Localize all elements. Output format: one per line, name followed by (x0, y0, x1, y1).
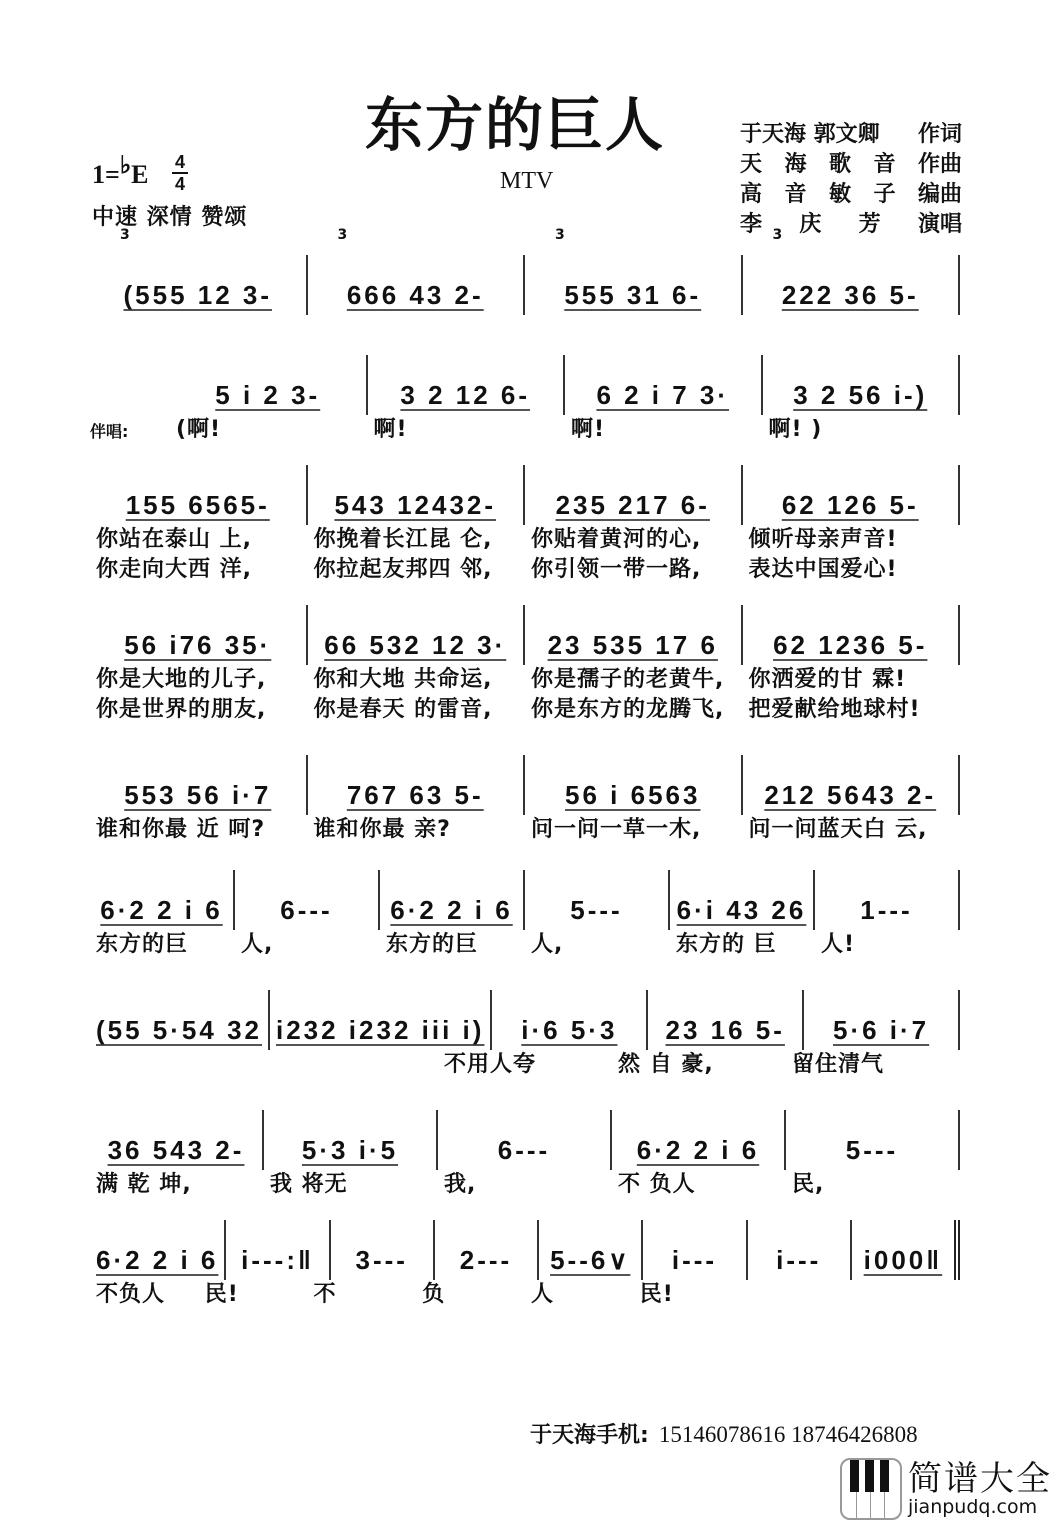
measure (852, 1220, 960, 1280)
credit-name: 歌 (828, 152, 851, 177)
measure-notes: 6·i 43 26 (676, 895, 807, 925)
credits (740, 120, 962, 240)
measure (264, 1110, 438, 1170)
credit-row (740, 180, 962, 210)
triplet-mark: 3 (772, 227, 783, 243)
measure (331, 1220, 435, 1280)
credit-name: 庆 (799, 212, 822, 237)
staff-line (90, 227, 960, 315)
lyric-segment: 负 (422, 1282, 446, 1307)
measure (90, 755, 308, 815)
staff-line (90, 1220, 960, 1310)
measure (438, 1110, 612, 1170)
lyric-segment: (啊! (176, 417, 222, 442)
credit-name: 敏 (828, 182, 851, 207)
measure (380, 870, 525, 930)
key-one: 1= (92, 160, 120, 189)
key-note: E (131, 160, 149, 189)
credit-name: 子 (873, 182, 896, 207)
lyric-segment: 民, (792, 1172, 825, 1197)
lyric-segment: 民! (204, 1282, 239, 1307)
measure-notes: (555 12 3- (123, 280, 273, 310)
lyric-row (90, 930, 960, 960)
lyric-segment: 啊! ) (768, 417, 823, 442)
measure-notes: 6·2 2 i 6 (96, 1245, 219, 1275)
lyric-segment: 东方的巨 (96, 932, 189, 957)
lyric-segment: 啊! (373, 417, 408, 442)
measure (743, 755, 961, 815)
lyric-segment: 问一问蓝天白 云, (748, 817, 928, 842)
time-signature (172, 152, 188, 194)
lyric-segment: 满 乾 坤, (96, 1172, 192, 1197)
measure (368, 355, 566, 415)
measure-notes: 5 i 2 3- (215, 380, 321, 410)
lyric-segment: 把爱献给地球村! (748, 697, 921, 722)
measure (525, 465, 743, 525)
measure-notes: 5--- (570, 895, 623, 925)
measure (235, 870, 380, 930)
credit-role: 演唱 (917, 212, 962, 237)
measure (90, 605, 308, 665)
measure-notes: 6·2 2 i 6 (390, 895, 513, 925)
lyric-segment: 啊! (571, 417, 606, 442)
lyric-segment: 不负人 (96, 1282, 166, 1307)
credit-name: 音 (873, 152, 896, 177)
measure (90, 1220, 226, 1280)
lyric-segment: 你拉起友邦四 邻, (313, 557, 493, 582)
lyric-row (90, 1170, 960, 1200)
lyric-segment: 你站在泰山 上, (96, 527, 253, 552)
lyric-segment: 人, (241, 932, 274, 957)
measure (612, 1110, 786, 1170)
lyric-segment (264, 1050, 438, 1080)
lyric-row (90, 555, 960, 585)
lyric-segment: 你挽着长江昆 仑, (313, 527, 493, 552)
flat-icon: ♭ (119, 153, 132, 179)
measure (525, 227, 743, 315)
measure-notes: 5·6 i·7 (832, 1015, 930, 1045)
staff-line (90, 870, 960, 960)
credit-name: 于天海 郭文卿 (740, 122, 880, 147)
measure (815, 870, 960, 930)
triplet-mark: 3 (120, 227, 130, 243)
measure-notes: (55 5·54 32 (96, 1015, 262, 1045)
measure-notes: 5·3 i·5 (301, 1135, 399, 1165)
measure (743, 227, 961, 315)
measure (804, 990, 960, 1050)
measure (90, 990, 270, 1050)
lyric-segment: 倾听母亲声音! (748, 527, 898, 552)
lyric-segment: 人 (531, 1282, 555, 1307)
measure-notes: 222 36 5- (781, 280, 919, 310)
credit-name: 高 (740, 182, 763, 207)
measure-notes: 66 532 12 3· (324, 630, 507, 660)
measure-notes: 553 56 i·7 (124, 780, 272, 810)
lyric-row (90, 525, 960, 555)
lyric-segment (90, 1050, 264, 1080)
watermark-name: 简谱大全 (908, 1459, 1052, 1499)
measure-notes: 6--- (280, 895, 333, 925)
lyric-row (90, 815, 960, 845)
staff-line (90, 605, 960, 725)
lyric-segment: 然 自 豪, (618, 1052, 714, 1077)
measure (270, 990, 492, 1050)
lyric-segment: 你洒爱的甘 霖! (748, 667, 907, 692)
watermark-logo (840, 1458, 1052, 1520)
measure (743, 465, 961, 525)
lyric-segment (851, 1280, 960, 1310)
measure (308, 465, 526, 525)
credit-role: 作曲 (917, 152, 962, 177)
measure-notes: 767 63 5- (346, 780, 484, 810)
measure-notes: 23 535 17 6 (547, 630, 718, 660)
triplet-mark: 3 (337, 227, 348, 243)
measure-notes: 155 6565- (125, 490, 270, 520)
lyric-row (170, 415, 960, 445)
measure-notes: 543 12432- (334, 490, 497, 520)
chorus-label: 伴唱: (90, 422, 129, 441)
measure (525, 605, 743, 665)
credit-name: 李 (740, 212, 763, 237)
measure-notes: 36 543 2- (107, 1135, 245, 1165)
lyric-segment: 你是孺子的老黄牛, (531, 667, 725, 692)
measure (748, 1220, 852, 1280)
measure-notes: i000‖ (863, 1245, 943, 1275)
measure-notes: 2--- (459, 1245, 513, 1275)
credit-row (740, 150, 962, 180)
measure-notes: 5--6∨ (550, 1245, 631, 1275)
measure (90, 870, 235, 930)
measure-notes: i---:‖ (241, 1245, 314, 1275)
measure-notes: 6 2 i 7 3· (596, 380, 730, 410)
credit-role: 编曲 (917, 182, 962, 207)
lyric-segment: 你是春天 的雷音, (313, 697, 493, 722)
lyric-segment: 民! (639, 1282, 674, 1307)
measure (786, 1110, 960, 1170)
credit-name: 天 (740, 152, 763, 177)
measure (643, 1220, 747, 1280)
lyric-row (90, 695, 960, 725)
staff-line (90, 755, 960, 845)
measure-notes: 56 i76 35· (124, 630, 272, 660)
measure (170, 355, 368, 415)
lyric-segment: 你贴着黄河的心, (531, 527, 702, 552)
measure-notes: i--- (671, 1245, 718, 1275)
lyric-segment: 东方的巨 (386, 932, 479, 957)
measure-notes: 3 2 12 6- (400, 380, 531, 410)
lyric-segment: 你和大地 共命运, (313, 667, 493, 692)
piano-keys-icon (840, 1458, 902, 1520)
contact-info (530, 1418, 918, 1449)
measure (539, 1220, 643, 1280)
measure (308, 755, 526, 815)
song-title: 东方的巨人 (365, 91, 666, 159)
staff-line (90, 990, 960, 1080)
measure-notes: 212 5643 2- (764, 780, 937, 810)
credit-name: 海 (784, 152, 807, 177)
lyric-segment: 我, (444, 1172, 477, 1197)
credit-name: 音 (784, 182, 807, 207)
subtitle: MTV (500, 168, 554, 194)
staff-line (90, 1110, 960, 1200)
credit-row (740, 120, 962, 150)
measure (648, 990, 804, 1050)
measure (670, 870, 815, 930)
measure-notes: 3 2 56 i-) (793, 380, 928, 410)
staff-line (90, 465, 960, 585)
measure-notes: 1--- (860, 895, 913, 925)
measure-notes: 23 16 5- (665, 1015, 785, 1045)
lyric-segment: 东方的 巨 (676, 932, 777, 957)
lyric-segment: 不 负人 (618, 1172, 696, 1197)
staff-line (90, 355, 960, 445)
tempo-expression: 中速 深情 赞颂 (92, 205, 248, 230)
measure (90, 465, 308, 525)
measure-notes: 62 1236 5- (773, 630, 928, 660)
triplet-mark: 3 (555, 227, 565, 243)
lyric-segment: 你引领一带一路, (531, 557, 702, 582)
credit-role: 作词 (917, 122, 962, 147)
lyric-row (90, 1280, 960, 1310)
measure-notes: 666 43 2- (346, 280, 484, 310)
key-signature (92, 153, 149, 190)
measure (743, 605, 961, 665)
credit-name: 芳 (858, 212, 881, 237)
lyric-segment: 不 (313, 1282, 337, 1307)
measure-notes: 56 i 6563 (565, 780, 701, 810)
measure (492, 990, 648, 1050)
lyric-row (90, 1050, 960, 1080)
measure (525, 755, 743, 815)
measure (308, 227, 526, 315)
measure-notes: 6--- (497, 1135, 551, 1165)
watermark-url: jianpudq.com (908, 1496, 1038, 1518)
lyric-segment: 表达中国爱心! (748, 557, 898, 582)
lyric-segment: 留住清气 (792, 1052, 885, 1077)
measure (90, 1110, 264, 1170)
measure (565, 355, 763, 415)
lyric-segment: 你是大地的儿子, (96, 667, 267, 692)
phone-numbers: 15146078616 18746426808 (658, 1422, 918, 1447)
lyric-segment: 谁和你最 近 呵? (96, 817, 266, 842)
time-top: 4 (174, 152, 185, 172)
contact-label: 于天海手机: (530, 1423, 649, 1448)
measure-notes: 5--- (845, 1135, 899, 1165)
measure-notes: 555 31 6- (564, 280, 702, 310)
measure-notes: 235 217 6- (555, 490, 710, 520)
lyric-segment: 问一问一草一木, (531, 817, 702, 842)
measure (308, 605, 526, 665)
lyric-segment: 你走向大西 洋, (96, 557, 253, 582)
measure-notes: 3--- (355, 1245, 408, 1275)
lyric-row (90, 665, 960, 695)
measure-notes: i232 i232 iii i) (275, 1015, 485, 1045)
lyric-segment: 人! (821, 932, 856, 957)
lyric-segment: 我 将无 (270, 1172, 348, 1197)
measure-notes: i·6 5·3 (521, 1015, 618, 1045)
measure (90, 227, 308, 315)
measure (763, 355, 961, 415)
measure-notes: i--- (776, 1245, 822, 1275)
measure-notes: 62 126 5- (781, 490, 919, 520)
lyric-segment: 谁和你最 亲? (313, 817, 451, 842)
measure (226, 1220, 330, 1280)
measure (435, 1220, 539, 1280)
lyric-segment: 你是东方的龙腾飞, (531, 697, 725, 722)
lyric-segment: 人, (531, 932, 564, 957)
measure-notes: 6·2 2 i 6 (100, 895, 223, 925)
lyric-segment (743, 1280, 852, 1310)
time-bottom: 4 (174, 174, 185, 194)
lyric-segment: 你是世界的朋友, (96, 697, 267, 722)
measure (525, 870, 670, 930)
measure-notes: 6·2 2 i 6 (636, 1135, 760, 1165)
lyric-segment: 不用人夸 (444, 1052, 537, 1077)
